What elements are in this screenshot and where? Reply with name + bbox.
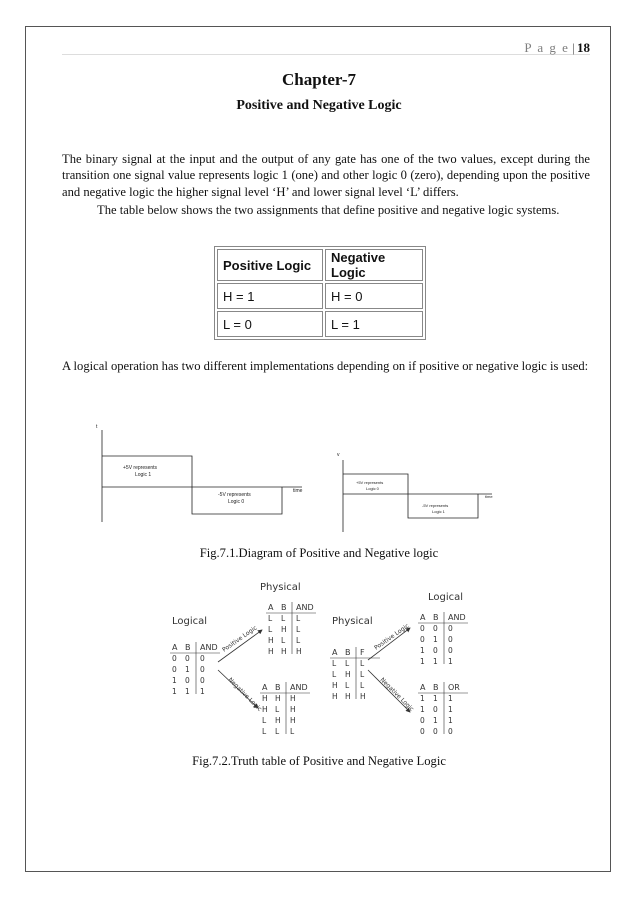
positive-and-table — [418, 612, 468, 666]
table-cell: L = 0 — [217, 311, 323, 337]
table-cell: H — [281, 625, 287, 634]
arrow-label: Positive Logic — [221, 624, 259, 654]
page-separator: | — [572, 40, 575, 55]
table-cell: 1 — [433, 694, 438, 703]
page-number: 18 — [577, 40, 590, 55]
table-cell: H — [268, 636, 274, 645]
table-cell: 0 — [448, 635, 453, 644]
table-cell: 0 — [420, 624, 425, 633]
table-cell: H — [275, 716, 281, 725]
table-cell: L — [262, 716, 267, 725]
table-header-cell: OR — [448, 683, 460, 692]
table-cell: L — [345, 659, 350, 668]
table-cell: L — [345, 681, 350, 690]
operation-paragraph: A logical operation has two different implementations depending on if positive or negative logic is used: — [62, 359, 589, 373]
low-level-text: -5V represents — [422, 503, 449, 508]
table-cell: 0 — [433, 646, 438, 655]
table-cell: 0 — [172, 665, 177, 674]
table-cell: L — [262, 727, 267, 736]
table-cell: L — [268, 614, 273, 623]
table-cell: 0 — [200, 676, 205, 685]
table-header-cell: A — [420, 683, 426, 692]
and-physical-table — [266, 602, 316, 656]
table-cell: L — [290, 727, 295, 736]
table-cell: L — [296, 614, 301, 623]
header-positive-logic: Positive Logic — [217, 249, 323, 281]
table-header-cell: B — [281, 603, 287, 612]
table-cell: 0 — [448, 646, 453, 655]
table-cell: 0 — [420, 727, 425, 736]
table-cell: 1 — [420, 657, 425, 666]
table-cell: L — [296, 625, 301, 634]
table-header-cell: A — [332, 648, 338, 657]
negative-or-table — [418, 682, 468, 736]
table-cell: L — [332, 659, 337, 668]
table-cell: 1 — [172, 687, 177, 696]
table-cell: H — [262, 694, 268, 703]
table-cell: 1 — [200, 687, 205, 696]
table-cell: 0 — [185, 676, 190, 685]
figure-2-caption: Fig.7.2.Truth table of Positive and Negative Logic — [192, 754, 446, 768]
table-header-cell: AND — [296, 603, 314, 612]
high-level-text: +5V represents — [356, 480, 384, 485]
table-header-cell: F — [360, 648, 365, 657]
table-cell: L — [296, 636, 301, 645]
physical-label: Physical — [260, 582, 301, 593]
table-header-cell: B — [345, 648, 351, 657]
table-cell: L — [268, 625, 273, 634]
table-header-cell: B — [275, 683, 281, 692]
table-header-cell: AND — [290, 683, 308, 692]
and-negative-table — [260, 682, 310, 736]
table-cell: 0 — [172, 654, 177, 663]
table-cell: 0 — [200, 665, 205, 674]
and-logical-table — [170, 642, 220, 696]
low-level-text: -5V represents — [218, 492, 251, 498]
table-cell: 0 — [200, 654, 205, 663]
table-cell: 1 — [433, 716, 438, 725]
table-cell: 0 — [448, 727, 453, 736]
table-cell: H = 1 — [217, 283, 323, 309]
axis-label: v — [337, 452, 340, 458]
table-cell: L — [360, 670, 365, 679]
table-cell: H — [268, 647, 274, 656]
table-cell: H — [262, 705, 268, 714]
table-cell: L — [360, 659, 365, 668]
table-cell: 0 — [420, 635, 425, 644]
table-cell: H — [360, 692, 366, 701]
table-header-cell: A — [172, 643, 178, 652]
table-cell: L — [275, 705, 280, 714]
high-level-text: Logic 1 — [135, 472, 152, 478]
table-cell: 1 — [448, 705, 453, 714]
table-cell: H — [290, 694, 296, 703]
logical-label: Logical — [172, 616, 208, 627]
table-intro: The table below shows the two assignments that define positive and negative logic systems. — [97, 203, 560, 217]
table-cell: L — [281, 614, 286, 623]
figure-1-caption: Fig.7.1.Diagram of Positive and Negative logic — [199, 546, 439, 560]
table-cell: H — [332, 692, 338, 701]
table-cell: 1 — [420, 646, 425, 655]
table-cell: H — [296, 647, 302, 656]
table-header-cell: B — [433, 683, 439, 692]
page-label: P a g e — [524, 40, 570, 55]
table-cell: 0 — [433, 624, 438, 633]
table-cell: 0 — [448, 624, 453, 633]
table-cell: H — [281, 647, 287, 656]
table-cell: 1 — [448, 716, 453, 725]
table-cell: 1 — [172, 676, 177, 685]
table-header-cell: AND — [200, 643, 218, 652]
table-cell: L — [281, 636, 286, 645]
table-cell: 1 — [185, 687, 190, 696]
table-cell: 1 — [420, 694, 425, 703]
table-cell: H — [275, 694, 281, 703]
section-title: Positive and Negative Logic — [236, 98, 402, 113]
table-cell: 0 — [420, 716, 425, 725]
arrow-label: Negative Logic — [378, 676, 416, 713]
table-cell: 1 — [448, 657, 453, 666]
table-cell: 1 — [433, 635, 438, 644]
table-header-cell: A — [262, 683, 268, 692]
axis-label: t — [96, 424, 98, 430]
truth-tables — [170, 602, 468, 736]
low-level-text: Logic 1 — [432, 509, 445, 514]
table-cell: H — [345, 670, 351, 679]
physical-label-right: Physical — [332, 616, 373, 627]
table-header-cell: AND — [448, 613, 466, 622]
high-level-text: Logic 0 — [366, 486, 379, 491]
table-cell: L — [360, 681, 365, 690]
table-cell: 1 — [433, 657, 438, 666]
high-level-text: +5V represents — [123, 465, 158, 471]
table-header-cell: B — [433, 613, 439, 622]
low-level-text: Logic 0 — [228, 499, 245, 505]
table-cell: L = 1 — [325, 311, 423, 337]
table-cell: 0 — [433, 705, 438, 714]
time-label: time — [485, 494, 493, 499]
arrow-label: Negative Logic — [226, 676, 264, 713]
table-cell: 1 — [420, 705, 425, 714]
table-cell: H — [290, 705, 296, 714]
table-cell: 0 — [433, 727, 438, 736]
table-header-cell: B — [185, 643, 191, 652]
table-cell: 0 — [185, 654, 190, 663]
table-cell: H = 0 — [325, 283, 423, 309]
table-header-cell: A — [420, 613, 426, 622]
logical-label-right: Logical — [428, 592, 464, 603]
intro-paragraph: The binary signal at the input and the output of any gate has one of the two values, except during the transition one signal value represents logic 1 (one) and other logic 0 (zero), depending upon the positive and negative logic the higher signal level ‘H’ and lower signal level ‘L’ differs. — [62, 152, 590, 199]
table-cell: L — [332, 670, 337, 679]
table-cell: H — [345, 692, 351, 701]
chapter-title: Chapter-7 — [282, 70, 356, 89]
time-label: time — [293, 488, 303, 494]
table-header-cell: A — [268, 603, 274, 612]
table-cell: H — [332, 681, 338, 690]
table-cell: H — [290, 716, 296, 725]
table-cell: L — [275, 727, 280, 736]
header-negative-logic: Negative Logic — [325, 249, 423, 281]
table-cell: 1 — [448, 694, 453, 703]
arrow-label: Positive Logic — [373, 622, 411, 652]
table-cell: 1 — [185, 665, 190, 674]
